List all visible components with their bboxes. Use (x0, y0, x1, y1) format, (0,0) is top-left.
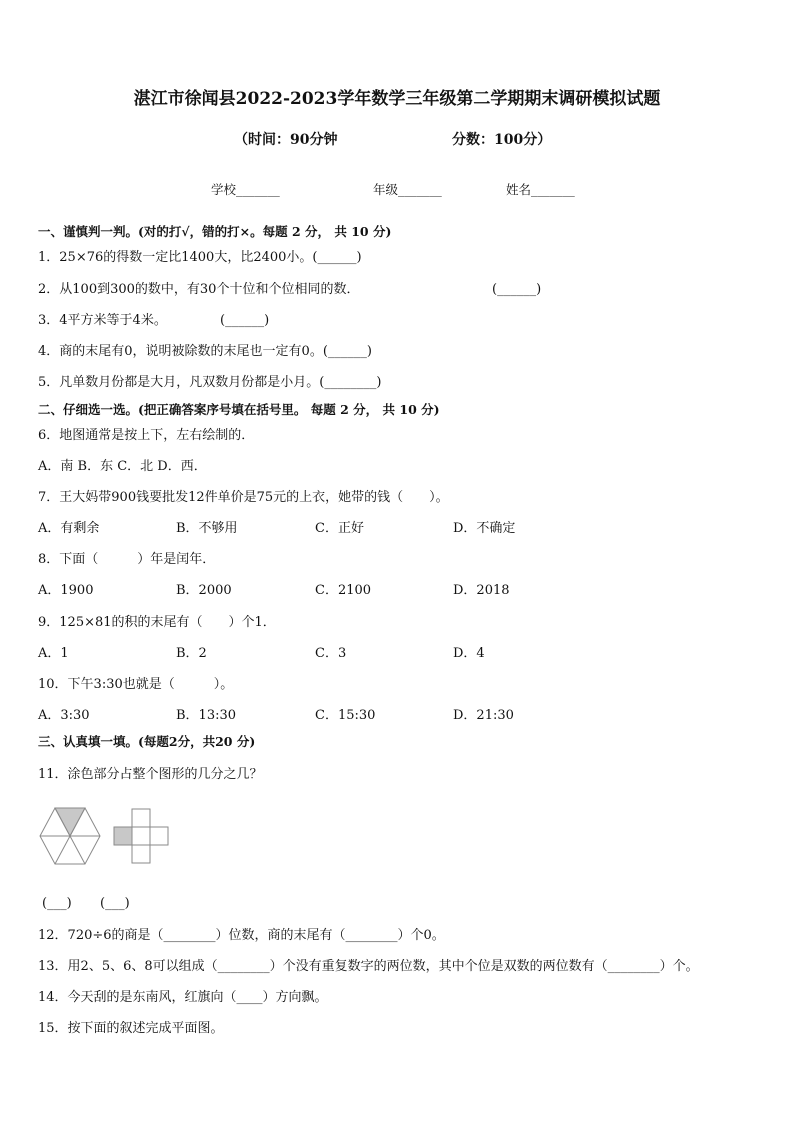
name-field: 姓名_______ (506, 182, 575, 197)
question-3: 3．4平方米等于4米。 (38, 313, 167, 328)
exam-score: 分数：100分） (452, 132, 552, 148)
option-d: D．不确定 (453, 521, 516, 536)
question-7: 7．王大妈带900钱要批发12件单价是75元的上衣，她带的钱（ ）。 (38, 490, 449, 505)
option-a: A．3:30 (38, 708, 90, 723)
question-15: 15．按下面的叙述完成平面图。 (38, 1021, 224, 1036)
question-9: 9．125×81的积的末尾有（ ）个1． (38, 615, 276, 630)
question-2-blank: (______) (492, 282, 542, 297)
question-11: 11．涂色部分占整个图形的几分之几？ (38, 767, 263, 782)
grade-field: 年级_______ (373, 182, 442, 197)
section-3-heading: 三、认真填一填。(每题2分，共20 分) (38, 734, 256, 749)
option-b: B．不够用 (176, 521, 238, 536)
answer-blank-hexagon: (___) (42, 896, 72, 911)
answer-blank-cross: (___) (100, 896, 130, 911)
section-2-heading: 二、仔细选一选。(把正确答案序号填在括号里。 每题 2 分， 共 10 分) (38, 402, 440, 417)
cross-figure (112, 808, 174, 864)
question-5: 5．凡单数月份都是大月，凡双数月份都是小月。(________) (38, 375, 382, 390)
hexagon-figure (38, 806, 102, 866)
option-a: A．1 (38, 646, 69, 661)
option-a: A．1900 (38, 583, 94, 598)
option-d: D．2018 (453, 583, 510, 598)
question-12: 12．720÷6的商是（________）位数，商的末尾有（________）个0。 (38, 928, 445, 943)
question-6: 6．地图通常是按上下，左右绘制的． (38, 428, 255, 443)
option-c: C．正好 (315, 521, 364, 536)
school-field: 学校_______ (211, 182, 280, 197)
question-2: 2．从100到300的数中，有30个十位和个位相同的数． (38, 282, 360, 297)
option-b: B．2000 (176, 583, 232, 598)
page-title: 湛江市徐闻县2022-2023学年数学三年级第二学期期末调研模拟试题 (133, 89, 661, 109)
option-b: B．13:30 (176, 708, 237, 723)
section-1-heading: 一、谨慎判一判。(对的打√，错的打×。每题 2 分， 共 10 分) (38, 224, 392, 239)
option-c: C．2100 (315, 583, 372, 598)
option-d: D．21:30 (453, 708, 514, 723)
question-6-options: A．南 B．东 C．北 D．西． (38, 459, 207, 474)
option-d: D．4 (453, 646, 485, 661)
option-c: C．3 (315, 646, 347, 661)
exam-time: （时间：90分钟 (234, 132, 338, 148)
question-8: 8．下面（ ）年是闰年． (38, 552, 216, 567)
question-3-blank: (______) (220, 313, 270, 328)
question-14: 14．今天刮的是东南风，红旗向（____）方向飘。 (38, 990, 328, 1005)
question-1: 1．25×76的得数一定比1400大，比2400小。(______) (38, 250, 362, 265)
question-10: 10．下午3:30也就是（ ）。 (38, 677, 234, 692)
option-a: A．有剩余 (38, 521, 100, 536)
question-13: 13．用2、5、6、8可以组成（________）个没有重复数字的两位数，其中个位是双数的两位数有（________）个。 (38, 959, 699, 974)
option-c: C．15:30 (315, 708, 376, 723)
option-b: B．2 (176, 646, 207, 661)
question-4: 4．商的末尾有0，说明被除数的末尾也一定有0。(______) (38, 344, 372, 359)
